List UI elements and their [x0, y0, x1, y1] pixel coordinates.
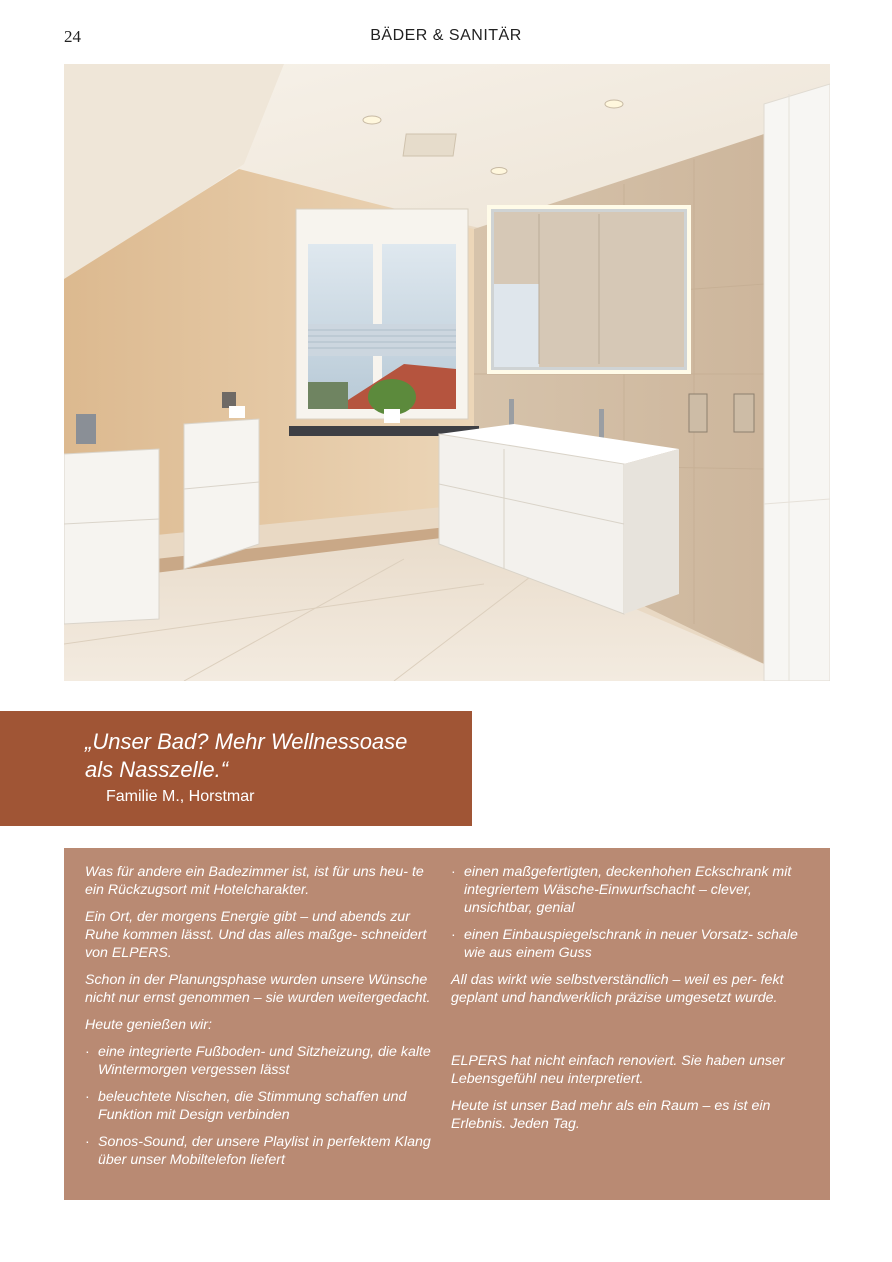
- pull-quote-line: als Nasszelle.“: [85, 757, 229, 782]
- bullet-dot: ·: [451, 864, 456, 880]
- quote-author: Familie M., Horstmar: [106, 788, 255, 805]
- list-item: [85, 1133, 435, 1169]
- list-item: [451, 863, 806, 917]
- bullet-dot: ·: [451, 927, 456, 943]
- text-column-right: [451, 863, 806, 1142]
- list-item-text: einen Einbauspiegelschrank in neuer Vorsatz- schale wie aus einem Guss: [464, 927, 798, 961]
- bullet-dot: ·: [85, 1089, 90, 1105]
- paragraph: Ein Ort, der morgens Energie gibt – und abends zur Ruhe kommen lässt. Und das alles maßge- schneidert von ELPERS.: [85, 909, 427, 961]
- bullet-dot: ·: [85, 1134, 90, 1150]
- bullet-dot: ·: [85, 1044, 90, 1060]
- paragraph: ELPERS hat nicht einfach renoviert. Sie haben unser Lebensgefühl neu interpretiert.: [451, 1053, 785, 1087]
- list-item-text: Sonos-Sound, der unsere Playlist in perfektem Klang über unser Mobiltelefon liefert: [98, 1134, 431, 1168]
- section-title: BÄDER & SANITÄR: [370, 27, 522, 44]
- list-item: [85, 1088, 435, 1124]
- pull-quote: [85, 728, 465, 784]
- paragraph: Heute ist unser Bad mehr als ein Raum – es ist ein Erlebnis. Jeden Tag.: [451, 1098, 771, 1132]
- paragraph: Heute genießen wir:: [85, 1017, 212, 1033]
- paragraph: Schon in der Planungsphase wurden unsere Wünsche nicht nur ernst genommen – sie wurden weitergedacht.: [85, 972, 431, 1006]
- paragraph: All das wirkt wie selbstverständlich – weil es per- fekt geplant und handwerklich präzise umgesetzt wurde.: [451, 972, 784, 1006]
- page-number: 24: [64, 27, 81, 46]
- bathroom-photo: [64, 64, 830, 681]
- testimonial-text-box: [64, 848, 830, 1200]
- list-item-text: einen maßgefertigten, deckenhohen Eckschrank mit integriertem Wäsche-Einwurfschacht – clever, unsichtbar, genial: [464, 864, 792, 916]
- quote-box: [0, 711, 472, 826]
- list-item: [451, 926, 806, 962]
- text-column-left: [85, 863, 435, 1178]
- list-item-text: beleuchtete Nischen, die Stimmung schaffen und Funktion mit Design verbinden: [98, 1089, 407, 1123]
- list-item: [85, 1043, 435, 1079]
- paragraph: Was für andere ein Badezimmer ist, ist für uns heu- te ein Rückzugsort mit Hotelcharakter.: [85, 864, 424, 898]
- pull-quote-line: „Unser Bad? Mehr Wellnessoase: [85, 729, 408, 754]
- list-item-text: eine integrierte Fußboden- und Sitzheizung, die kalte Wintermorgen vergessen lässt: [98, 1044, 431, 1078]
